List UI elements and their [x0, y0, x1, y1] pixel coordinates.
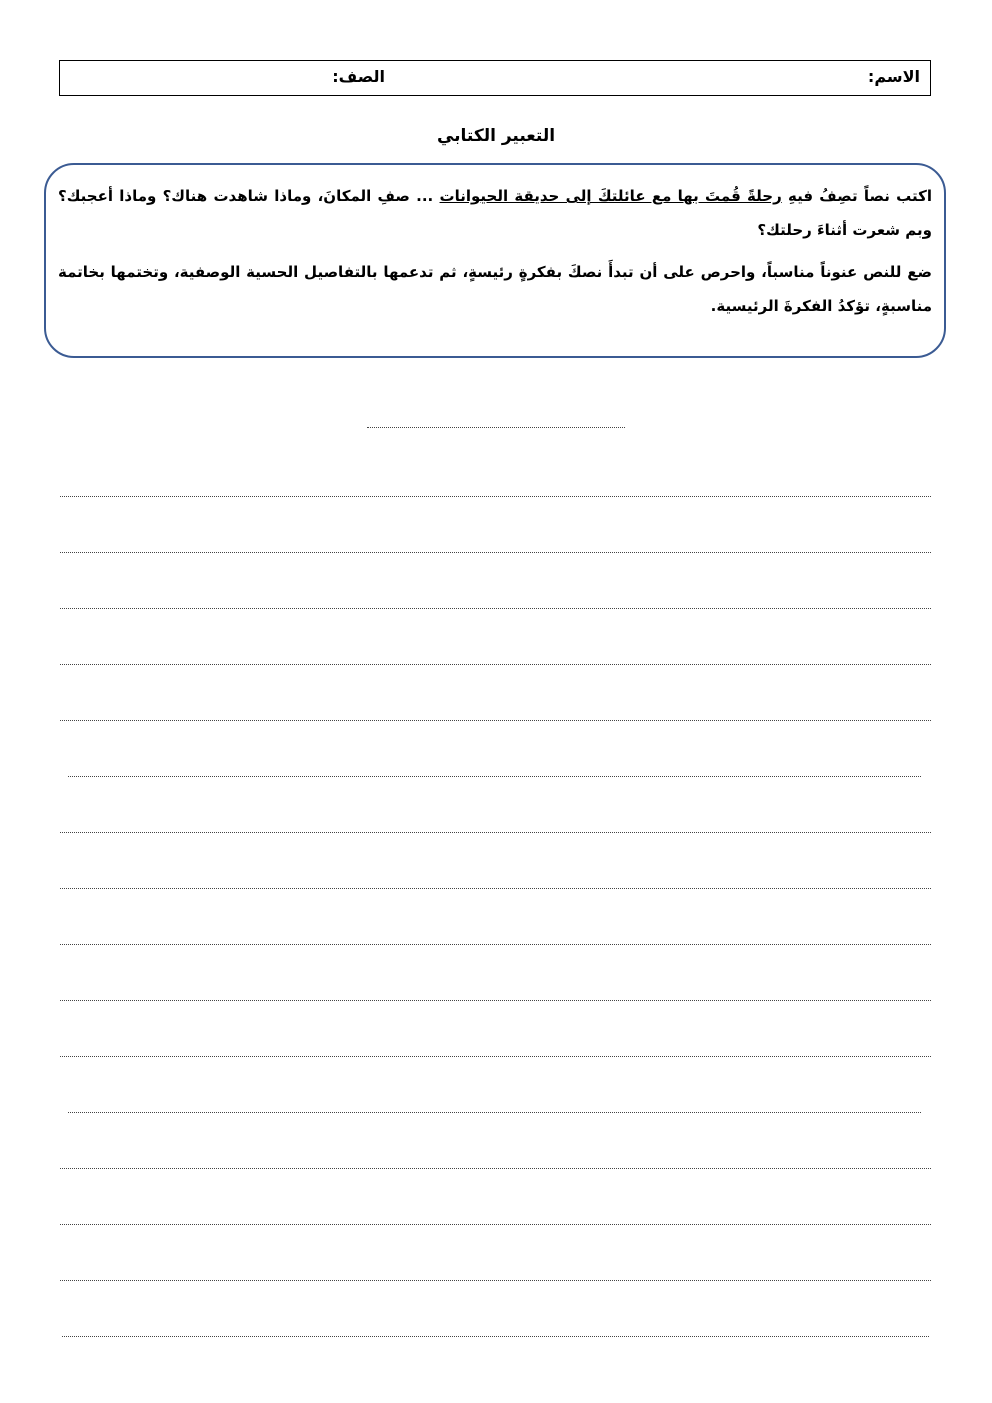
prompt-box [44, 163, 946, 358]
writing-line[interactable] [60, 1224, 931, 1225]
prompt-paragraph-2: ضع للنص عنوناً مناسباً، واحرص على أن تبدأَ نصكَ بفكرةٍ رئيسةٍ، ثم تدعمها بالتفاصيل الحسية الوصفية، وتختمها بخاتمة مناسبةٍ، تؤكدُ الفكرةَ الرئيسية. [58, 263, 932, 315]
writing-line[interactable] [60, 608, 931, 609]
writing-line[interactable] [60, 496, 931, 497]
writing-line[interactable] [60, 1056, 931, 1057]
writing-line[interactable] [60, 1280, 931, 1281]
writing-line[interactable] [60, 944, 931, 945]
writing-line[interactable] [68, 776, 921, 777]
class-label[interactable]: الصف: [332, 67, 385, 86]
prompt-line1-start: اكتب نصاً تصِفُ فيهِ [781, 187, 933, 205]
prompt-paragraph-1 [58, 179, 932, 247]
student-info-box [59, 60, 931, 96]
prompt-line1-end: ... صفِ المكانَ، وماذا شاهدت هناك؟ وماذا أعجبك؟ وبم شعرت أثناءَ رحلتك؟ [58, 187, 932, 239]
name-label[interactable]: الاسم: [867, 67, 920, 86]
prompt-topic: رحلةً قُمتَ بها مع عائلتكَ إلى حديقة الحيوانات [439, 187, 782, 205]
writing-line[interactable] [60, 1168, 931, 1169]
writing-line[interactable] [60, 720, 931, 721]
essay-title-line[interactable] [367, 427, 625, 428]
writing-line[interactable] [60, 552, 931, 553]
writing-line[interactable] [62, 1336, 929, 1337]
writing-line[interactable] [60, 1000, 931, 1001]
writing-line[interactable] [60, 888, 931, 889]
writing-line[interactable] [68, 1112, 921, 1113]
writing-line[interactable] [60, 832, 931, 833]
writing-line[interactable] [60, 664, 931, 665]
page-title: التعبير الكتابي [436, 126, 556, 146]
